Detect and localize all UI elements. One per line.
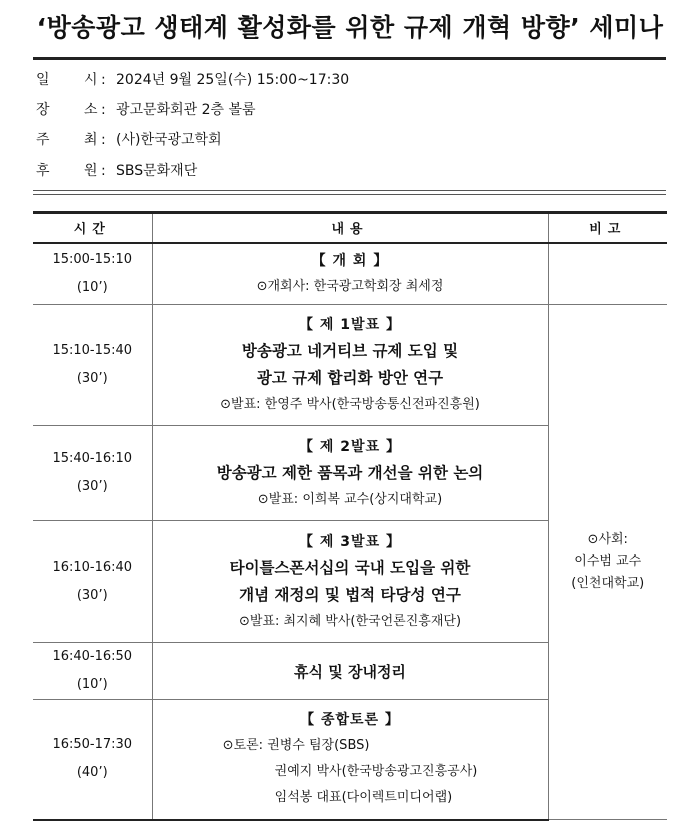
topic-line: 광고 규제 합리화 방안 연구	[256, 369, 444, 387]
section-title: 【 제 2발표 】	[299, 438, 401, 455]
schedule-table	[33, 211, 667, 821]
speaker: ⊙발표: 이희복 교수(상지대학교)	[257, 491, 443, 507]
speaker: ⊙개회사: 한국광고학회장 최세정	[256, 278, 444, 294]
note-cell-empty	[548, 243, 667, 305]
content-cell	[152, 643, 548, 700]
panelist: 권예지 박사(한국방송광고진흥공사)	[274, 764, 478, 780]
panel-list	[223, 733, 478, 811]
section-title: 【 제 3발표 】	[299, 533, 401, 550]
content-cell	[152, 243, 548, 305]
speaker: ⊙발표: 한영주 박사(한국방송통신전파진흥원)	[220, 397, 480, 412]
info-sponsor-value: SBS문화재단	[116, 163, 198, 179]
header-time: 시간	[33, 213, 152, 243]
time-cell: 16:40-16:50 (10’)	[33, 643, 152, 700]
time-cell: 15:10-15:40 (30’)	[33, 305, 152, 426]
speaker: ⊙발표: 최지혜 박사(한국언론진흥재단)	[238, 613, 462, 629]
header-content: 내용	[152, 213, 548, 243]
time-cell: 15:00-15:10 (10’)	[33, 243, 152, 305]
title-divider	[33, 57, 666, 60]
break-title: 휴식 및 장내정리	[294, 662, 406, 681]
table-row	[33, 243, 667, 305]
table-row	[33, 305, 667, 426]
info-venue-value: 광고문화회관 2층 볼룸	[116, 102, 256, 118]
table-header-row	[33, 213, 667, 243]
info-date-value: 2024년 9월 25일(수) 15:00~17:30	[116, 72, 350, 88]
moderator-name: 이수범 교수	[574, 554, 642, 569]
header-note: 비고	[548, 213, 667, 243]
info-divider-2	[33, 194, 666, 195]
topic-line: 타이틀스폰서십의 국내 도입을 위한	[229, 558, 471, 577]
info-divider-1	[33, 190, 666, 191]
moderator-label: ⊙사회:	[587, 532, 628, 547]
panelist: 임석봉 대표(다이렉트미디어랩)	[274, 790, 453, 806]
topic-line: 개념 재정의 및 법적 타당성 연구	[239, 585, 461, 604]
info-host-value: (사)한국광고학회	[116, 132, 222, 148]
note-cell	[548, 305, 667, 820]
panelist: ⊙토론: 권병수 팀장(SBS)	[222, 738, 370, 754]
topic-line: 방송광고 네거티브 규제 도입 및	[241, 342, 459, 360]
time-cell: 15:40-16:10 (30’)	[33, 426, 152, 521]
content-cell	[152, 521, 548, 643]
time-cell: 16:50-17:30 (40’)	[33, 700, 152, 820]
moderator-affiliation: (인천대학교)	[571, 576, 645, 591]
topic-line: 방송광고 제한 품목과 개선을 위한 논의	[216, 463, 484, 482]
content-cell	[152, 305, 548, 426]
content-cell	[152, 700, 548, 820]
page-title: ‘방송광고 생태계 활성화를 위한 규제 개혁 방향’ 세미나	[36, 13, 664, 42]
content-cell	[152, 426, 548, 521]
section-title: 【 제 1발표 】	[299, 317, 401, 333]
section-title: 【 개 회 】	[311, 252, 389, 269]
time-cell: 16:10-16:40 (30’)	[33, 521, 152, 643]
section-title: 【 종합토론 】	[300, 712, 400, 729]
